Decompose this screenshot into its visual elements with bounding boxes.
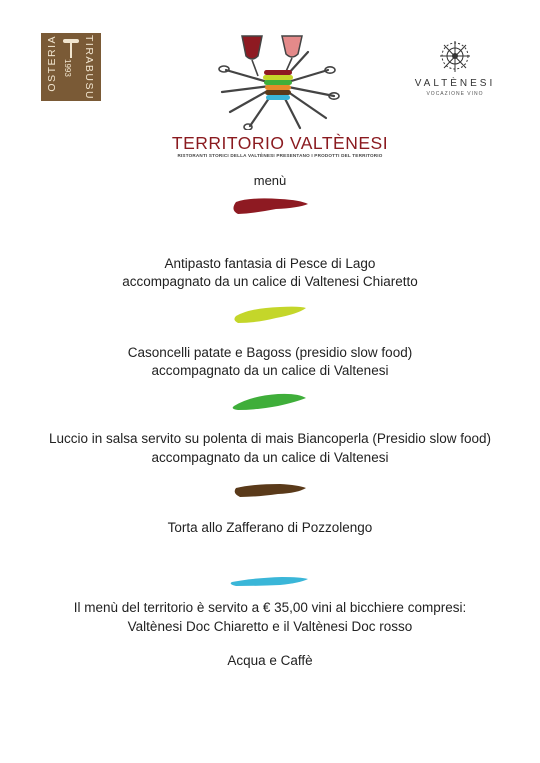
divider-brush-lime [0,302,540,326]
course-1-pairing: accompagnato da un calice di Valtenesi Chiaretto [122,274,418,289]
course-4-name: Torta allo Zafferano di Pozzolengo [167,520,373,535]
valtenesi-logo-name: VALTÈNESI [414,78,496,89]
wines-included: Valtènesi Doc Chiaretto e il Valtènesi Doc rosso [127,619,413,634]
valtenesi-logo-tagline: VOCAZIONE VINO [426,91,484,97]
brand-subtitle: RISTORANTI STORICI DELLA VALTÈNESI PRESENTANO I PRODOTTI DEL TERRITORIO [177,153,383,158]
valtenesi-emblem-icon [432,38,478,76]
osteria-tirabusu-logo [41,33,101,101]
corkscrew-icon [61,37,81,59]
osteria-logo-left-text: OSTERIA [46,35,58,92]
divider-brush-blue [0,572,540,596]
brand-title: TERRITORIO VALTÈNESI [171,133,389,153]
divider-brush-green [0,390,540,414]
course-3-name: Luccio in salsa servito su polenta di mais Biancoperla (Presidio slow food) [49,431,491,446]
territorio-cutlery-logo [208,30,348,130]
osteria-logo-right-text: TIRABUSU [83,35,95,101]
menu-title: menù [253,173,287,188]
water-coffee: Acqua e Caffè [227,653,313,668]
course-1-name: Antipasto fantasia di Pesce di Lago [164,256,376,271]
course-2-name: Casoncelli patate e Bagoss (presidio slow food) [127,345,413,360]
price-info: Il menù del territorio è servito a € 35,00 vini al bicchiere compresi: [73,600,467,615]
divider-brush-brown [0,480,540,504]
course-2-pairing: accompagnato da un calice di Valtenesi [151,363,389,378]
osteria-logo-year: 1993 [63,59,72,77]
divider-brush-red [0,196,540,220]
course-3-pairing: accompagnato da un calice di Valtenesi [151,450,389,465]
